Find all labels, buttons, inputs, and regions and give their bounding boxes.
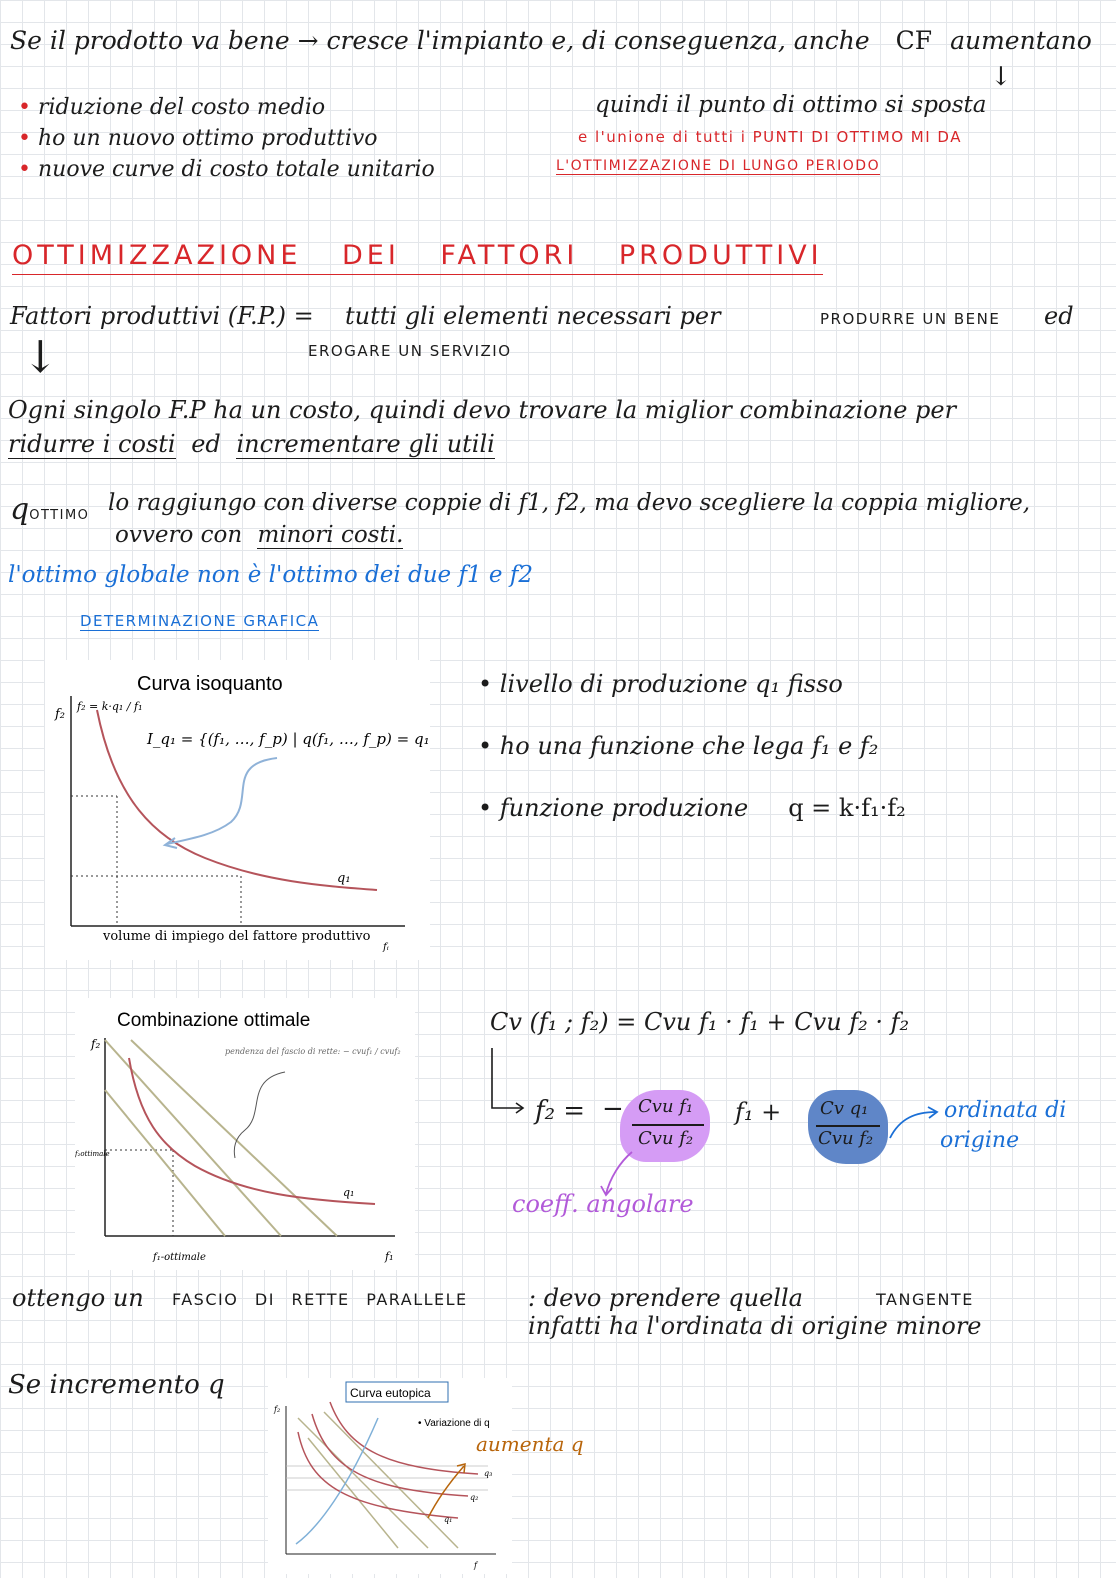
curve-label: q₂ xyxy=(470,1493,479,1502)
blue-note: l'ottimo globale non è l'ottimo dei due f1 e f2 xyxy=(8,562,534,588)
f1-plus: f₁ + xyxy=(735,1098,782,1126)
pointer-arrow xyxy=(167,758,277,844)
fascio-d: TANGENTE xyxy=(876,1290,974,1309)
optimal-figure xyxy=(75,998,415,1270)
cost-ed: ed xyxy=(191,430,221,458)
definition-caps-2: EROGARE UN SERVIZIO xyxy=(308,342,512,360)
cost-line-1: Ogni singolo F.P ha un costo, quindi devo trovare la miglior combinazione per xyxy=(8,396,957,424)
origin-label: origine xyxy=(940,1128,1020,1153)
down-arrow-icon: ↓ xyxy=(990,62,1012,92)
coefficient-label: coeff. angolare xyxy=(512,1190,694,1218)
fraction-line xyxy=(632,1124,704,1126)
isoquant-curve xyxy=(129,1058,375,1204)
definition-ed: ed xyxy=(1044,302,1074,330)
fraction-2-den: Cvu f₂ xyxy=(818,1128,874,1149)
budget-line xyxy=(308,1438,398,1548)
cost-increase: incrementare gli utili xyxy=(236,430,495,458)
fraction-line xyxy=(816,1125,880,1127)
l-arrow-icon xyxy=(488,1048,528,1116)
intro-right-3: L'OTTIMIZZAZIONE DI LUNGO PERIODO xyxy=(556,158,881,174)
increment-text: Se incremento q xyxy=(8,1370,225,1400)
fraction-2-num: Cv q₁ xyxy=(820,1098,869,1119)
minus-sign: − xyxy=(602,1094,624,1124)
variation-label: • Variazione di q xyxy=(418,1418,490,1429)
slope-note: pendenza del fascio di rette: − cvuf₁ / cvuf₂ xyxy=(225,1047,401,1056)
increase-label: aumenta q xyxy=(476,1432,584,1456)
bullet-list xyxy=(18,92,435,185)
x-axis-end-label: fᵢ xyxy=(383,942,389,953)
y-optimal-label: f₂ottimale xyxy=(75,1150,110,1158)
fascio-b: FASCIO DI RETTE PARALLELE xyxy=(172,1290,468,1309)
cost-equation: Cv (f₁ ; f₂) = Cvu f₁ · f₁ + Cvu f₂ · f₂ xyxy=(490,1008,910,1036)
fascio-c: : devo prendere quella xyxy=(528,1284,803,1312)
curve-label: q₁ xyxy=(343,1186,355,1199)
f2-label: f₂ = xyxy=(535,1096,586,1126)
y-axis-label: f₂ xyxy=(274,1405,281,1414)
fraction-1-num: Cvu f₁ xyxy=(638,1096,694,1117)
bullet-item: • ho un nuovo ottimo produttivo xyxy=(18,126,378,151)
cost-line-2 xyxy=(8,430,495,458)
down-arrow-icon: ↓ xyxy=(22,332,59,383)
determination-title: DETERMINAZIONE GRAFICA xyxy=(80,612,320,630)
intro-right-1: quindi il punto di ottimo si sposta xyxy=(595,92,987,118)
increase-arrow xyxy=(428,1466,464,1518)
isoquant-set: I_q₁ = {(f₁, …, f_p) | q(f₁, …, f_p) = q₁} xyxy=(147,730,430,748)
budget-line xyxy=(324,1412,458,1548)
cost-reduce: ridurre i costi xyxy=(8,430,176,458)
optimal-svg xyxy=(75,998,415,1270)
isoquant-curve xyxy=(330,1402,478,1474)
curve-label: q₃ xyxy=(484,1469,493,1478)
bullet-item: • riduzione del costo medio xyxy=(18,95,326,120)
x-axis-end-label: f₁ xyxy=(385,1250,394,1263)
x-axis-label: volume di impiego del fattore produttivo xyxy=(103,929,371,944)
y-axis-label: f₂ xyxy=(91,1037,101,1051)
isoquant-formula: f₂ = k·q₁ / f₁ xyxy=(77,700,143,713)
expansion-path xyxy=(296,1418,378,1544)
note-production: • funzione produzione q = k·f₁·f₂ xyxy=(478,794,906,822)
isoquant-curve xyxy=(298,1432,458,1518)
isoquant-title: Curva isoquanto xyxy=(137,673,283,695)
q-ottimo-label: qOTTIMO xyxy=(10,492,90,527)
intro-right-2: e l'unione di tutti i PUNTI DI OTTIMO MI DA xyxy=(578,128,962,146)
cf-label: CF xyxy=(895,26,933,55)
note-function: • ho una funzione che lega f₁ e f₂ xyxy=(478,732,879,760)
optimal-title: Combinazione ottimale xyxy=(117,1010,311,1031)
arrow-icon xyxy=(884,1104,944,1144)
isoquant-svg xyxy=(45,660,430,960)
budget-line xyxy=(298,1418,428,1548)
fraction-1-den: Cvu f₂ xyxy=(638,1128,694,1149)
definition-text: tutti gli elementi necessari per xyxy=(345,302,721,330)
section-title: OTTIMIZZAZIONE DEI FATTORI PRODUTTIVI xyxy=(12,240,823,275)
q-line-2: ovvero con minori costi. xyxy=(115,522,404,548)
x-axis-label: f xyxy=(474,1561,477,1570)
x-optimal-label: f₁-ottimale xyxy=(153,1252,206,1263)
definition-caps-1: PRODURRE UN BENE xyxy=(820,310,1001,328)
fascio-a: ottengo un xyxy=(12,1284,144,1312)
q-line-1: lo raggiungo con diverse coppie di f1, f2, ma devo scegliere la coppia migliore, xyxy=(108,490,1031,516)
curve-label: q₁ xyxy=(337,871,351,886)
bullet-item: • nuove curve di costo totale unitario xyxy=(18,157,435,182)
y-axis-label: f₂ xyxy=(55,707,66,722)
definition-label: Fattori produttivi (F.P.) = xyxy=(10,302,314,330)
note-level: • livello di produzione q₁ fisso xyxy=(478,670,843,698)
intro-text: Se il prodotto va bene → cresce l'impianto e, di conseguenza, anche xyxy=(10,26,870,55)
fascio-e: infatti ha l'ordinata di origine minore xyxy=(528,1312,982,1340)
expansion-svg xyxy=(268,1378,512,1574)
intro-line xyxy=(10,26,1092,55)
cf-suffix: aumentano xyxy=(950,26,1092,55)
ordinate-label: ordinata di xyxy=(944,1098,1067,1123)
expansion-figure xyxy=(268,1378,512,1574)
curve-label: q₁ xyxy=(444,1515,453,1524)
isoquant-figure xyxy=(45,660,430,960)
expansion-title: Curva eutopica xyxy=(350,1386,431,1400)
